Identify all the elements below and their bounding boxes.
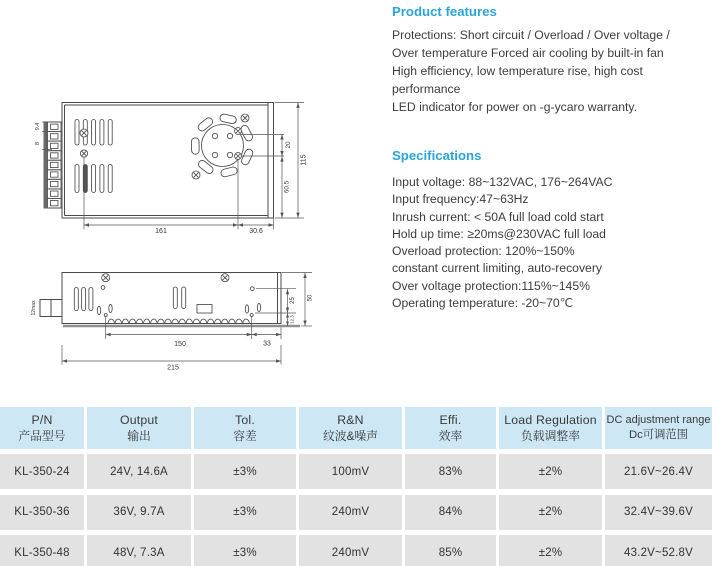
cell-load-regulation: ±2% [499,454,602,489]
dim-label-screw-offset: 25 [290,297,296,304]
top-view-drawing [30,94,318,238]
header-tolerance: Tol. 容差 [194,407,296,449]
dim-label-fan-to-bottom: 60.5 [283,180,291,194]
feature-line: performance [392,82,461,96]
header-efficiency: Effi. 效率 [405,407,496,449]
dim-label-body-height: 115 [300,154,308,166]
header-dc-adjustment-range: DC adjustment range Dc可调范围 [605,407,712,449]
spec-line: Overload protection: 120%~150% [392,244,575,259]
feature-line: High efficiency, low temperature rise, high cost [392,64,643,78]
dim-label-louver-to-edge: 33 [263,340,271,348]
dim-label-total-length: 215 [167,364,179,372]
spec-line: Input frequency:47~63Hz [392,192,529,207]
spec-line: Operating temperature: -20~70℃ [392,296,574,311]
cell-output: 48V, 7.3A [87,535,191,566]
header-output: Output 输出 [87,407,191,449]
cell-load-regulation: ±2% [499,495,602,530]
feature-line: LED indicator for power on -g-ycaro warranty. [392,100,637,114]
header-load-regulation: Load Regulation 负载调整率 [499,407,602,449]
spec-line: Hold up time: ≥20ms@230VAC full load [392,226,606,241]
cell-efficiency: 83% [405,454,496,489]
dim-label-terminal-pitch-b: 8 [35,142,41,145]
cell-model: KL-350-36 [0,495,84,530]
dim-label-fan-hole-gap: 20 [285,141,292,149]
spec-line: Over voltage protection:115%~145% [392,278,590,293]
header-ripple-noise: R&N 纹波&噪声 [299,407,402,449]
table-body [0,454,712,566]
specifications-title: Specifications [392,148,482,163]
table-row [0,454,712,489]
dim-label-fan-to-edge: 30.6 [249,228,263,235]
table-row [0,535,712,566]
dim-label-louver-span: 150 [174,341,186,348]
cell-tolerance: ±3% [194,495,296,530]
cell-efficiency: 84% [405,495,496,530]
feature-line: Protections: Short circuit / Overload / Over voltage / [392,28,670,42]
cell-dc-range: 21.6V~26.4V [605,454,712,489]
product-features-title: Product features [392,4,497,19]
table-header [0,407,712,449]
cell-ripple: 240mV [299,535,402,566]
spec-line: Input voltage: 88~132VAC, 176~264VAC [392,175,613,189]
dim-label-side-height: 50 [307,294,314,302]
side-view-drawing [30,258,320,374]
spec-line: Inrush current: < 50A full load cold start [392,209,604,224]
cell-dc-range: 32.4V~39.6V [605,495,712,530]
header-pn: P/N 产品型号 [0,407,84,449]
dim-label-base-offset: 12.3 [289,315,295,324]
specifications-section [392,148,712,312]
dim-label-terminal-pitch-a: 9.4 [35,122,41,131]
cell-model: KL-350-48 [0,535,84,566]
cell-load-regulation: ±2% [499,535,602,566]
cell-ripple: 100mV [299,454,402,489]
cell-output: 36V, 9.7A [87,495,191,530]
cell-tolerance: ±3% [194,454,296,489]
feature-line: Over temperature Forced air cooling by built-in fan [392,46,664,60]
psu-case-side-view [40,273,300,327]
cell-output: 24V, 14.6A [87,454,191,489]
cell-tolerance: ±3% [194,535,296,566]
models-table [0,407,712,566]
cell-ripple: 240mV [299,495,402,530]
product-features-section [392,4,712,116]
cell-model: KL-350-24 [0,454,84,489]
spec-line: constant current limiting, auto-recovery [392,261,602,276]
dim-label-hole-span: 161 [155,228,167,235]
cell-efficiency: 85% [405,535,496,566]
table-row [0,495,712,530]
cell-dc-range: 43.2V~52.8V [605,535,712,566]
dim-label-connector-depth: 12max [31,300,37,316]
